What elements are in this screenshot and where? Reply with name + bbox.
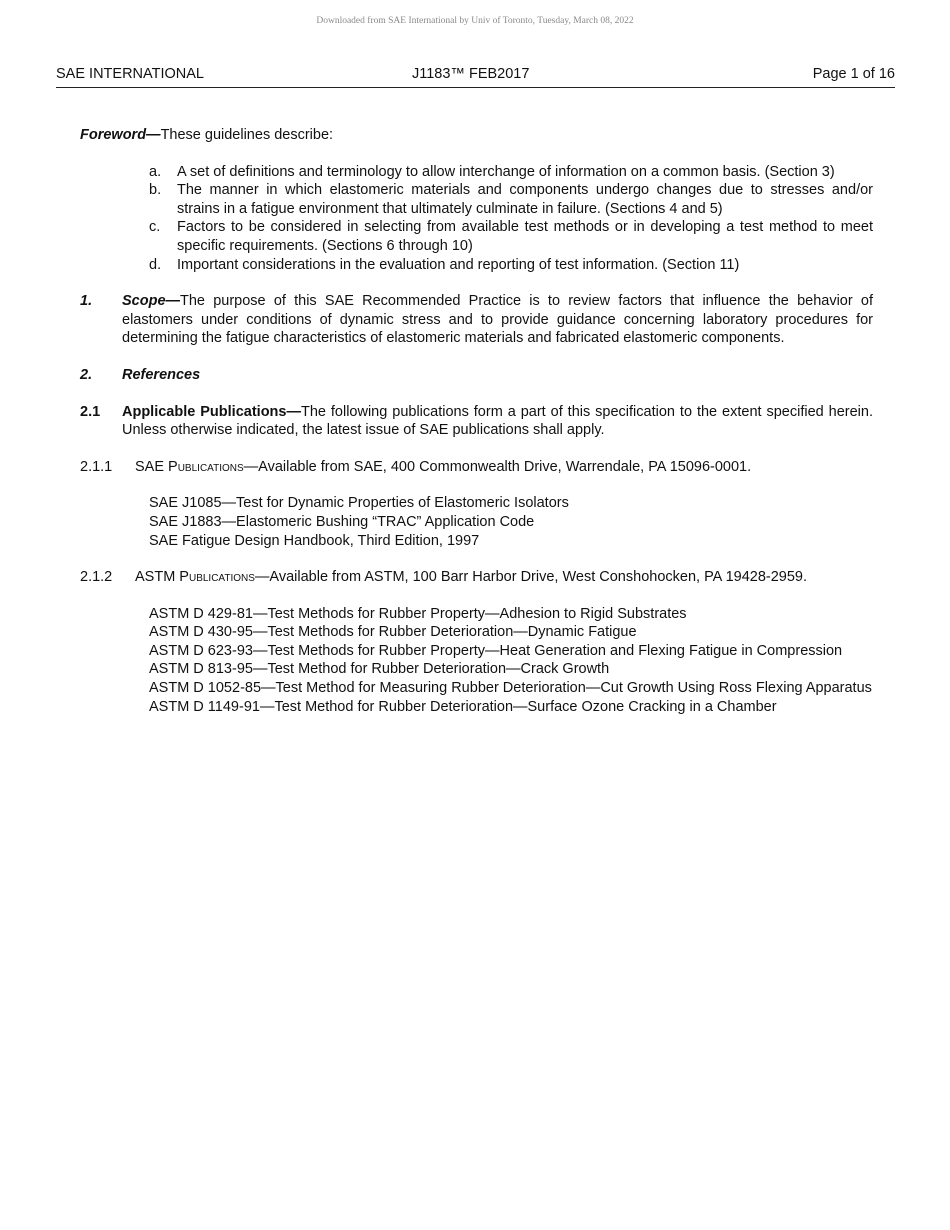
section-astm-publications [80,568,873,587]
foreword-label: Foreword— [80,127,161,143]
reference-item: ASTM D 1052-85—Test Method for Measuring Rubber Deterioration—Cut Growth Using Ross Flexing Apparatus [149,680,872,697]
list-item [149,181,873,218]
reference-item: ASTM D 1149-91—Test Method for Rubber Deterioration—Surface Ozone Cracking in a Chamber [149,698,777,715]
list-item [149,256,873,275]
list-item-marker: b. [149,182,162,199]
section-scope [80,292,873,348]
section-sae-publications [80,458,873,477]
list-item [149,163,873,182]
section-heading: Scope— [122,293,181,310]
section-heading: ASTM Publications [135,569,255,586]
header-doc-id: J1183™ FEB2017 [412,66,530,82]
list-item-text: Factors to be considered in selecting from available test methods or in developing a test method to meet specific requirements. (Sections 6 through 10) [177,219,873,254]
section-number: 2.1.1 [80,458,113,475]
header-page-number: Page 1 of 16 [812,66,895,82]
header-org: SAE INTERNATIONAL [56,66,204,82]
section-number: 2. [80,366,93,383]
foreword-text: These guidelines describe: [160,127,334,143]
section-heading: References [122,366,201,383]
list-item [149,218,873,255]
list-item-marker: c. [149,219,161,236]
list-item-text: The manner in which elastomeric materials and components undergo changes due to stresses and/or strains in a fatigue environment that ultimately culminate in failure. (Sections 4 and 5) [177,182,873,217]
section-applicable-publications [80,403,873,440]
section-text: —Available from ASTM, 100 Barr Harbor Drive, West Conshohocken, PA 19428-2959. [254,569,807,586]
list-item-text: A set of definitions and terminology to allow interchange of information on a common basis. (Section 3) [177,163,835,180]
reference-item: ASTM D 623-93—Test Methods for Rubber Property—Heat Generation and Flexing Fatigue in Compression [149,642,843,659]
download-watermark: Downloaded from SAE International by Univ of Toronto, Tuesday, March 08, 2022 [316,16,634,26]
page-header [56,66,895,88]
document-body [80,126,873,734]
section-heading: SAE Publications [135,458,244,475]
reference-item: ASTM D 813-95—Test Method for Rubber Deterioration—Crack Growth [149,661,610,678]
foreword-list [149,163,873,275]
reference-item: SAE J1883—Elastomeric Bushing “TRAC” Application Code [149,513,535,530]
reference-item: SAE J1085—Test for Dynamic Properties of Elastomeric Isolators [149,495,569,512]
reference-item: ASTM D 429-81—Test Methods for Rubber Property—Adhesion to Rigid Substrates [149,605,687,622]
reference-item: SAE Fatigue Design Handbook, Third Edition, 1997 [149,532,480,549]
section-number: 2.1 [80,403,101,420]
section-text: The purpose of this SAE Recommended Practice is to review factors that influence the behavior of elastomers under conditions of dynamic stress and to provide guidance concerning laboratory procedures for determining the fatigue characteristics of elastomeric materials and fabricated elastomeric components. [122,293,873,347]
section-number: 1. [80,293,93,310]
astm-reference-list [149,605,873,717]
list-item-marker: a. [149,163,162,180]
section-references [80,366,873,385]
sae-reference-list [149,494,873,550]
section-text: The following publications form a part of this specification to the extent specified herein. Unless otherwise indicated, the latest issue of SAE publications shall apply. [122,403,873,439]
section-number: 2.1.2 [80,569,113,586]
list-item-marker: d. [149,256,162,273]
reference-item: ASTM D 430-95—Test Methods for Rubber Deterioration—Dynamic Fatigue [149,624,637,641]
list-item-text: Important considerations in the evaluation and reporting of test information. (Section 11) [177,256,740,273]
section-heading: Applicable Publications— [122,403,301,420]
foreword-paragraph [80,126,873,145]
section-text: —Available from SAE, 400 Commonwealth Drive, Warrendale, PA 15096-0001. [243,458,752,475]
